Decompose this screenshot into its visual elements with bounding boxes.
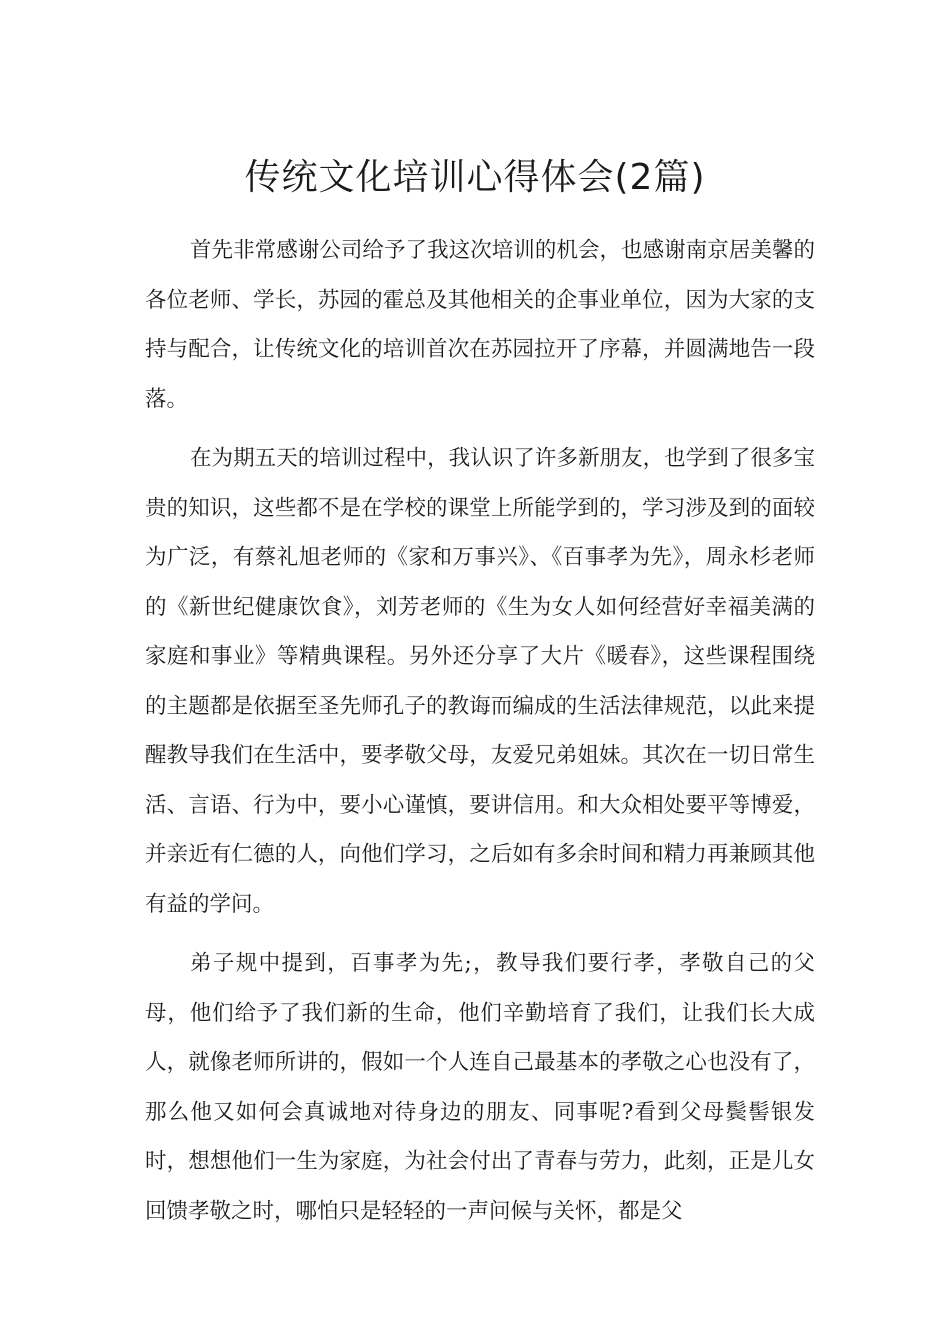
document-title: 传统文化培训心得体会(2篇) xyxy=(244,157,706,199)
paragraph-3: 弟子规中提到，百事孝为先;，教导我们要行孝，孝敬自己的父母，他们给予了我们新的生命，他们辛勤培育了我们，让我们长大成人，就像老师所讲的，假如一个人连自己最基本的孝敬之心也没有了，那么他又如何会真诚地对待身边的朋友、同事呢?看到父母鬓髻银发时，想想他们一生为家庭，为社会付出了青春与劳力，此刻，正是儿女回馈孝敬之时，哪怕只是轻轻的一声问候与关怀，都是父 xyxy=(145,951,815,1224)
paragraph-1: 首先非常感谢公司给予了我这次培训的机会，也感谢南京居美馨的各位老师、学长，苏园的霍总及其他相关的企事业单位，因为大家的支持与配合，让传统文化的培训首次在苏园拉开了序幕，并圆满地告一段落。 xyxy=(145,238,815,412)
document-body xyxy=(145,226,815,1246)
paragraph-2: 在为期五天的培训过程中，我认识了许多新朋友，也学到了很多宝贵的知识，这些都不是在学校的课堂上所能学到的，学习涉及到的面较为广泛，有蔡礼旭老师的《家和万事兴》、《百事孝为先》，周永杉老师的《新世纪健康饮食》，刘芳老师的《生为女人如何经营好幸福美满的家庭和事业》等精典课程。另外还分享了大片《暖春》，这些课程围绕的主题都是依据至圣先师孔子的教诲而编成的生活法律规范，以此来提醒教导我们在生活中，要孝敬父母，友爱兄弟姐妹。其次在一切日常生活、言语、行为中，要小心谨慎，要讲信用。和大众相处要平等博爱，并亲近有仁德的人，向他们学习，之后如有多余时间和精力再兼顾其他有益的学问。 xyxy=(145,446,815,917)
